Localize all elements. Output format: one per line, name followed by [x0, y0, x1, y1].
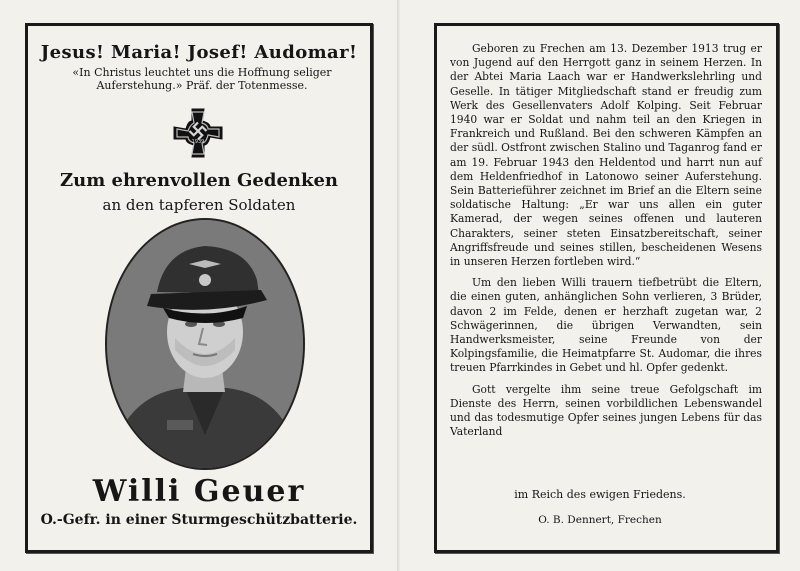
left-page — [0, 0, 398, 571]
memorial-heading: Zum ehrenvollen Gedenken — [59, 170, 338, 191]
prayer-paragraph: Gott vergelte ihm seine treue Gefolgschaft im Dienste des Herrn, seinen vorbildlichen Lebenswandel und das todesmutige Opfer seines jungen Lebens für das Vaterland — [450, 382, 762, 439]
memorial-subheading: an den tapferen Soldaten — [102, 196, 296, 214]
mourners-paragraph: Um den lieben Willi trauern tiefbetrübt die Eltern, die einen guten, anhänglichen Sohn verlieren, 3 Brüder, davon 2 im Felde, denen er herzhaft zugetan war, 2 Schwägerinnen, die übrigen Verwandten, sein Handwerksmeister, seine Freunde von der Kolpingsfamilie, die Heimatpfarre St. Audomar, die ihres treuen Pfarrkindes in Gebet und hl. Opfer gedenkt. — [450, 276, 762, 375]
iron-cross-icon — [172, 107, 224, 159]
soldier-portrait — [105, 218, 305, 470]
printer-imprint: O. B. Dennert, Frechen — [538, 514, 662, 526]
right-page — [400, 0, 800, 571]
invocation: Jesus! Maria! Josef! Audomar! — [40, 42, 358, 63]
military-rank: O.-Gefr. in einer Sturmgeschützbatterie. — [40, 512, 358, 528]
cross-year: 1939 — [191, 139, 205, 145]
biography-paragraph: Geboren zu Frechen am 13. Dezember 1913 trug er von Jugend auf den Herrgott ganz in seinem Herzen. In der Abtei Maria Laach war er Handwerkslehrling und Geselle. In tätiger Mitgliedschaft stand er freudig zum Werk des Gesellenvaters Adolf Kolping. Seit Februar 1940 war er Soldat und nahm teil an den Kriegen in Frankreich und Rußland. Bei den schweren Kämpfen an der südl. Ostfront zwischen Stalino und Taganrog fand er am 19. Februar 1943 den Heldentod und harrt nun auf dem Heldenfriedhof in Latonowo seiner Auferstehung. Sein Batterieführer zeichnet im Brief an die Eltern seine soldatische Haltung: „Er war uns allen ein guter Kamerad, der wegen seines offenen und lauteren Charakters, seiner steten Einsatzbereitschaft, seiner Angriffsfreude und seines stillen, bescheidenen Wesens in unseren Herzen fortleben wird.“ — [450, 42, 762, 269]
scripture-quote: «In Christus leuchtet uns die Hoffnung seliger Auferstehung.» Präf. der Totenmesse. — [72, 66, 332, 92]
biography-text — [450, 42, 762, 446]
deceased-name: Willi Geuer — [92, 474, 306, 509]
closing-line: im Reich des ewigen Friedens. — [514, 488, 686, 501]
